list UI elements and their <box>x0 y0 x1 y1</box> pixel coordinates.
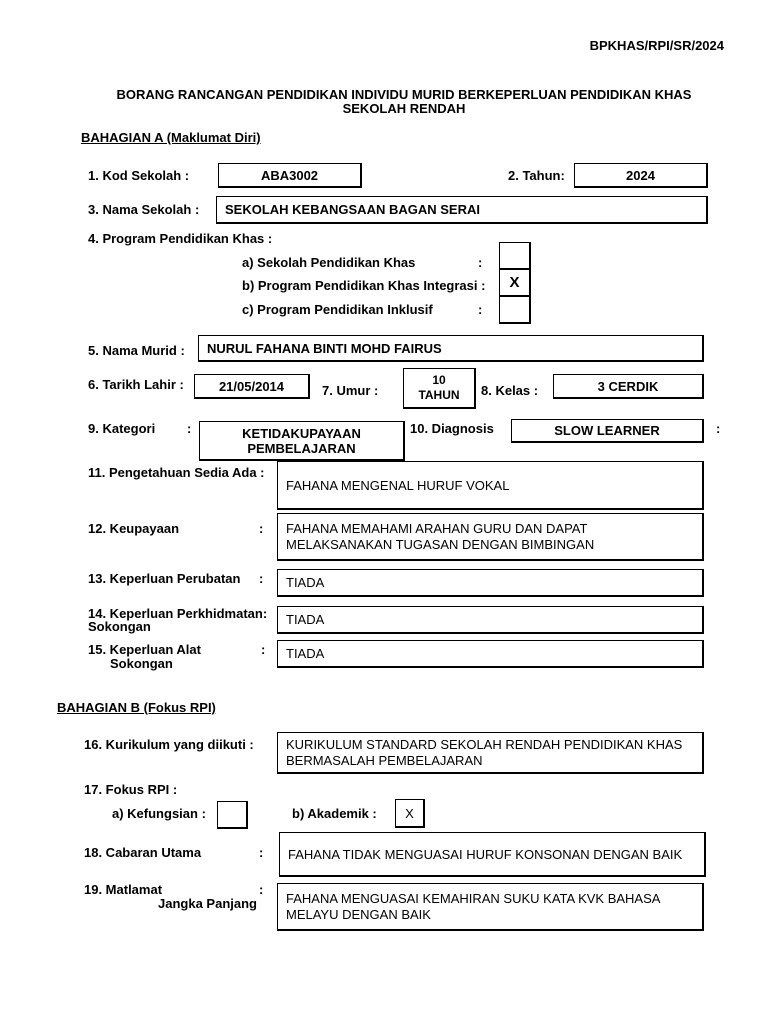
cabaran-field[interactable] <box>279 832 706 877</box>
perkhidmatan-value: TIADA <box>286 612 325 627</box>
umur-label: 7. Umur : <box>322 383 379 398</box>
matlamat-field[interactable] <box>277 883 704 931</box>
alat-label-line-2: Sokongan <box>110 656 173 671</box>
kategori-colon: : <box>187 421 192 436</box>
keupayaan-colon: : <box>259 521 264 536</box>
program-option-a-label: a) Sekolah Pendidikan Khas <box>242 255 416 270</box>
cabaran-value: FAHANA TIDAK MENGUASAI HURUF KONSONAN DENGAN BAIK <box>288 846 683 862</box>
matlamat-label-line-2: Jangka Panjang <box>158 896 257 911</box>
umur-value-line-1: 10 <box>432 373 446 387</box>
program-option-b-mark: X <box>509 274 520 291</box>
akademik-mark: X <box>405 805 414 821</box>
matlamat-label-line-1: 19. Matlamat <box>84 882 163 897</box>
pengetahuan-label: 11. Pengetahuan Sedia Ada : <box>88 465 265 480</box>
pengetahuan-field[interactable] <box>277 461 704 510</box>
diagnosis-label: 10. Diagnosis <box>410 421 494 436</box>
nama-murid-field[interactable] <box>198 335 704 362</box>
tahun-value: 2024 <box>626 167 655 183</box>
kelas-label: 8. Kelas : <box>481 383 539 398</box>
form-title-line-1: BORANG RANCANGAN PENDIDIKAN INDIVIDU MURID BERKEPERLUAN PENDIDIKAN KHAS <box>116 87 692 102</box>
program-option-a-checkbox[interactable] <box>499 242 531 270</box>
kategori-field[interactable] <box>199 421 405 461</box>
keupayaan-field[interactable] <box>277 513 704 561</box>
diagnosis-colon: : <box>716 421 721 436</box>
nama-sekolah-field[interactable] <box>216 196 708 224</box>
program-label: 4. Program Pendidikan Khas : <box>88 231 273 246</box>
kategori-value-line-1: KETIDAKUPAYAAN <box>242 425 361 441</box>
perkhidmatan-label-line-1: 14. Keperluan Perkhidmatan: <box>88 606 268 621</box>
perubatan-field[interactable] <box>277 569 704 597</box>
program-option-b-label: b) Program Pendidikan Khas Integrasi : <box>242 278 486 293</box>
form-title-line-2: SEKOLAH RENDAH <box>342 101 466 116</box>
program-option-b-checkbox[interactable] <box>499 269 531 297</box>
tarikh-lahir-field[interactable] <box>194 374 310 399</box>
tarikh-lahir-value: 21/05/2014 <box>218 378 285 394</box>
tahun-label: 2. Tahun: <box>508 168 565 183</box>
kelas-field[interactable] <box>553 374 704 399</box>
kefungsian-label: a) Kefungsian : <box>112 806 206 821</box>
kategori-label: 9. Kategori <box>88 421 156 436</box>
perkhidmatan-label-line-2: Sokongan <box>88 619 151 634</box>
kurikulum-label: 16. Kurikulum yang diikuti : <box>84 737 254 752</box>
alat-colon: : <box>261 642 266 657</box>
umur-field[interactable] <box>403 368 476 409</box>
section-a-heading: BAHAGIAN A (Maklumat Diri) <box>81 130 261 145</box>
akademik-label: b) Akademik : <box>292 806 377 821</box>
matlamat-value: FAHANA MENGUASAI KEMAHIRAN SUKU KATA KVK BAHASA MELAYU DENGAN BAIK <box>286 890 660 922</box>
perubatan-colon: : <box>259 571 264 586</box>
nama-sekolah-label: 3. Nama Sekolah : <box>88 202 200 217</box>
program-option-a-colon: : <box>478 255 483 270</box>
diagnosis-field[interactable] <box>511 419 704 443</box>
cabaran-label: 18. Cabaran Utama <box>84 845 202 860</box>
program-option-c-label: c) Program Pendidikan Inklusif <box>242 302 433 317</box>
alat-field[interactable] <box>277 640 704 668</box>
kod-sekolah-value: ABA3002 <box>260 167 319 183</box>
perubatan-value: TIADA <box>286 575 325 590</box>
kurikulum-value: KURIKULUM STANDARD SEKOLAH RENDAH PENDIDIKAN KHAS BERMASALAH PEMBELAJARAN <box>286 736 683 768</box>
cabaran-colon: : <box>259 845 264 860</box>
kelas-value: 3 CERDIK <box>597 378 659 394</box>
kefungsian-checkbox[interactable] <box>217 801 248 829</box>
diagnosis-value: SLOW LEARNER <box>554 423 660 438</box>
perkhidmatan-field[interactable] <box>277 606 704 634</box>
keupayaan-value: FAHANA MEMAHAMI ARAHAN GURU DAN DAPAT MELAKSANAKAN TUGASAN DENGAN BIMBINGAN <box>286 520 595 552</box>
fokus-label: 17. Fokus RPI : <box>84 782 178 797</box>
nama-sekolah-value: SEKOLAH KEBANGSAAN BAGAN SERAI <box>225 202 480 217</box>
perubatan-label: 13. Keperluan Perubatan <box>88 571 241 586</box>
document-code: BPKHAS/RPI/SR/2024 <box>589 38 724 53</box>
nama-murid-value: NURUL FAHANA BINTI MOHD FAIRUS <box>207 340 442 356</box>
pengetahuan-value: FAHANA MENGENAL HURUF VOKAL <box>286 477 510 493</box>
alat-label-line-1: 15. Keperluan Alat <box>88 642 201 657</box>
nama-murid-label: 5. Nama Murid : <box>88 343 185 358</box>
alat-value: TIADA <box>286 646 325 661</box>
akademik-checkbox[interactable] <box>395 799 425 828</box>
matlamat-colon: : <box>259 882 264 897</box>
kategori-value-line-2: PEMBELAJARAN <box>247 440 356 456</box>
kod-sekolah-field[interactable] <box>218 163 362 188</box>
program-option-c-colon: : <box>478 302 483 317</box>
section-b-heading: BAHAGIAN B (Fokus RPI) <box>57 700 216 715</box>
tahun-field[interactable] <box>574 163 708 188</box>
keupayaan-label: 12. Keupayaan <box>88 521 180 536</box>
kurikulum-field[interactable] <box>277 732 704 774</box>
program-option-c-checkbox[interactable] <box>499 296 531 324</box>
umur-value-line-2: TAHUN <box>418 388 460 402</box>
tarikh-lahir-label: 6. Tarikh Lahir : <box>88 377 184 392</box>
kod-sekolah-label: 1. Kod Sekolah : <box>88 168 190 183</box>
